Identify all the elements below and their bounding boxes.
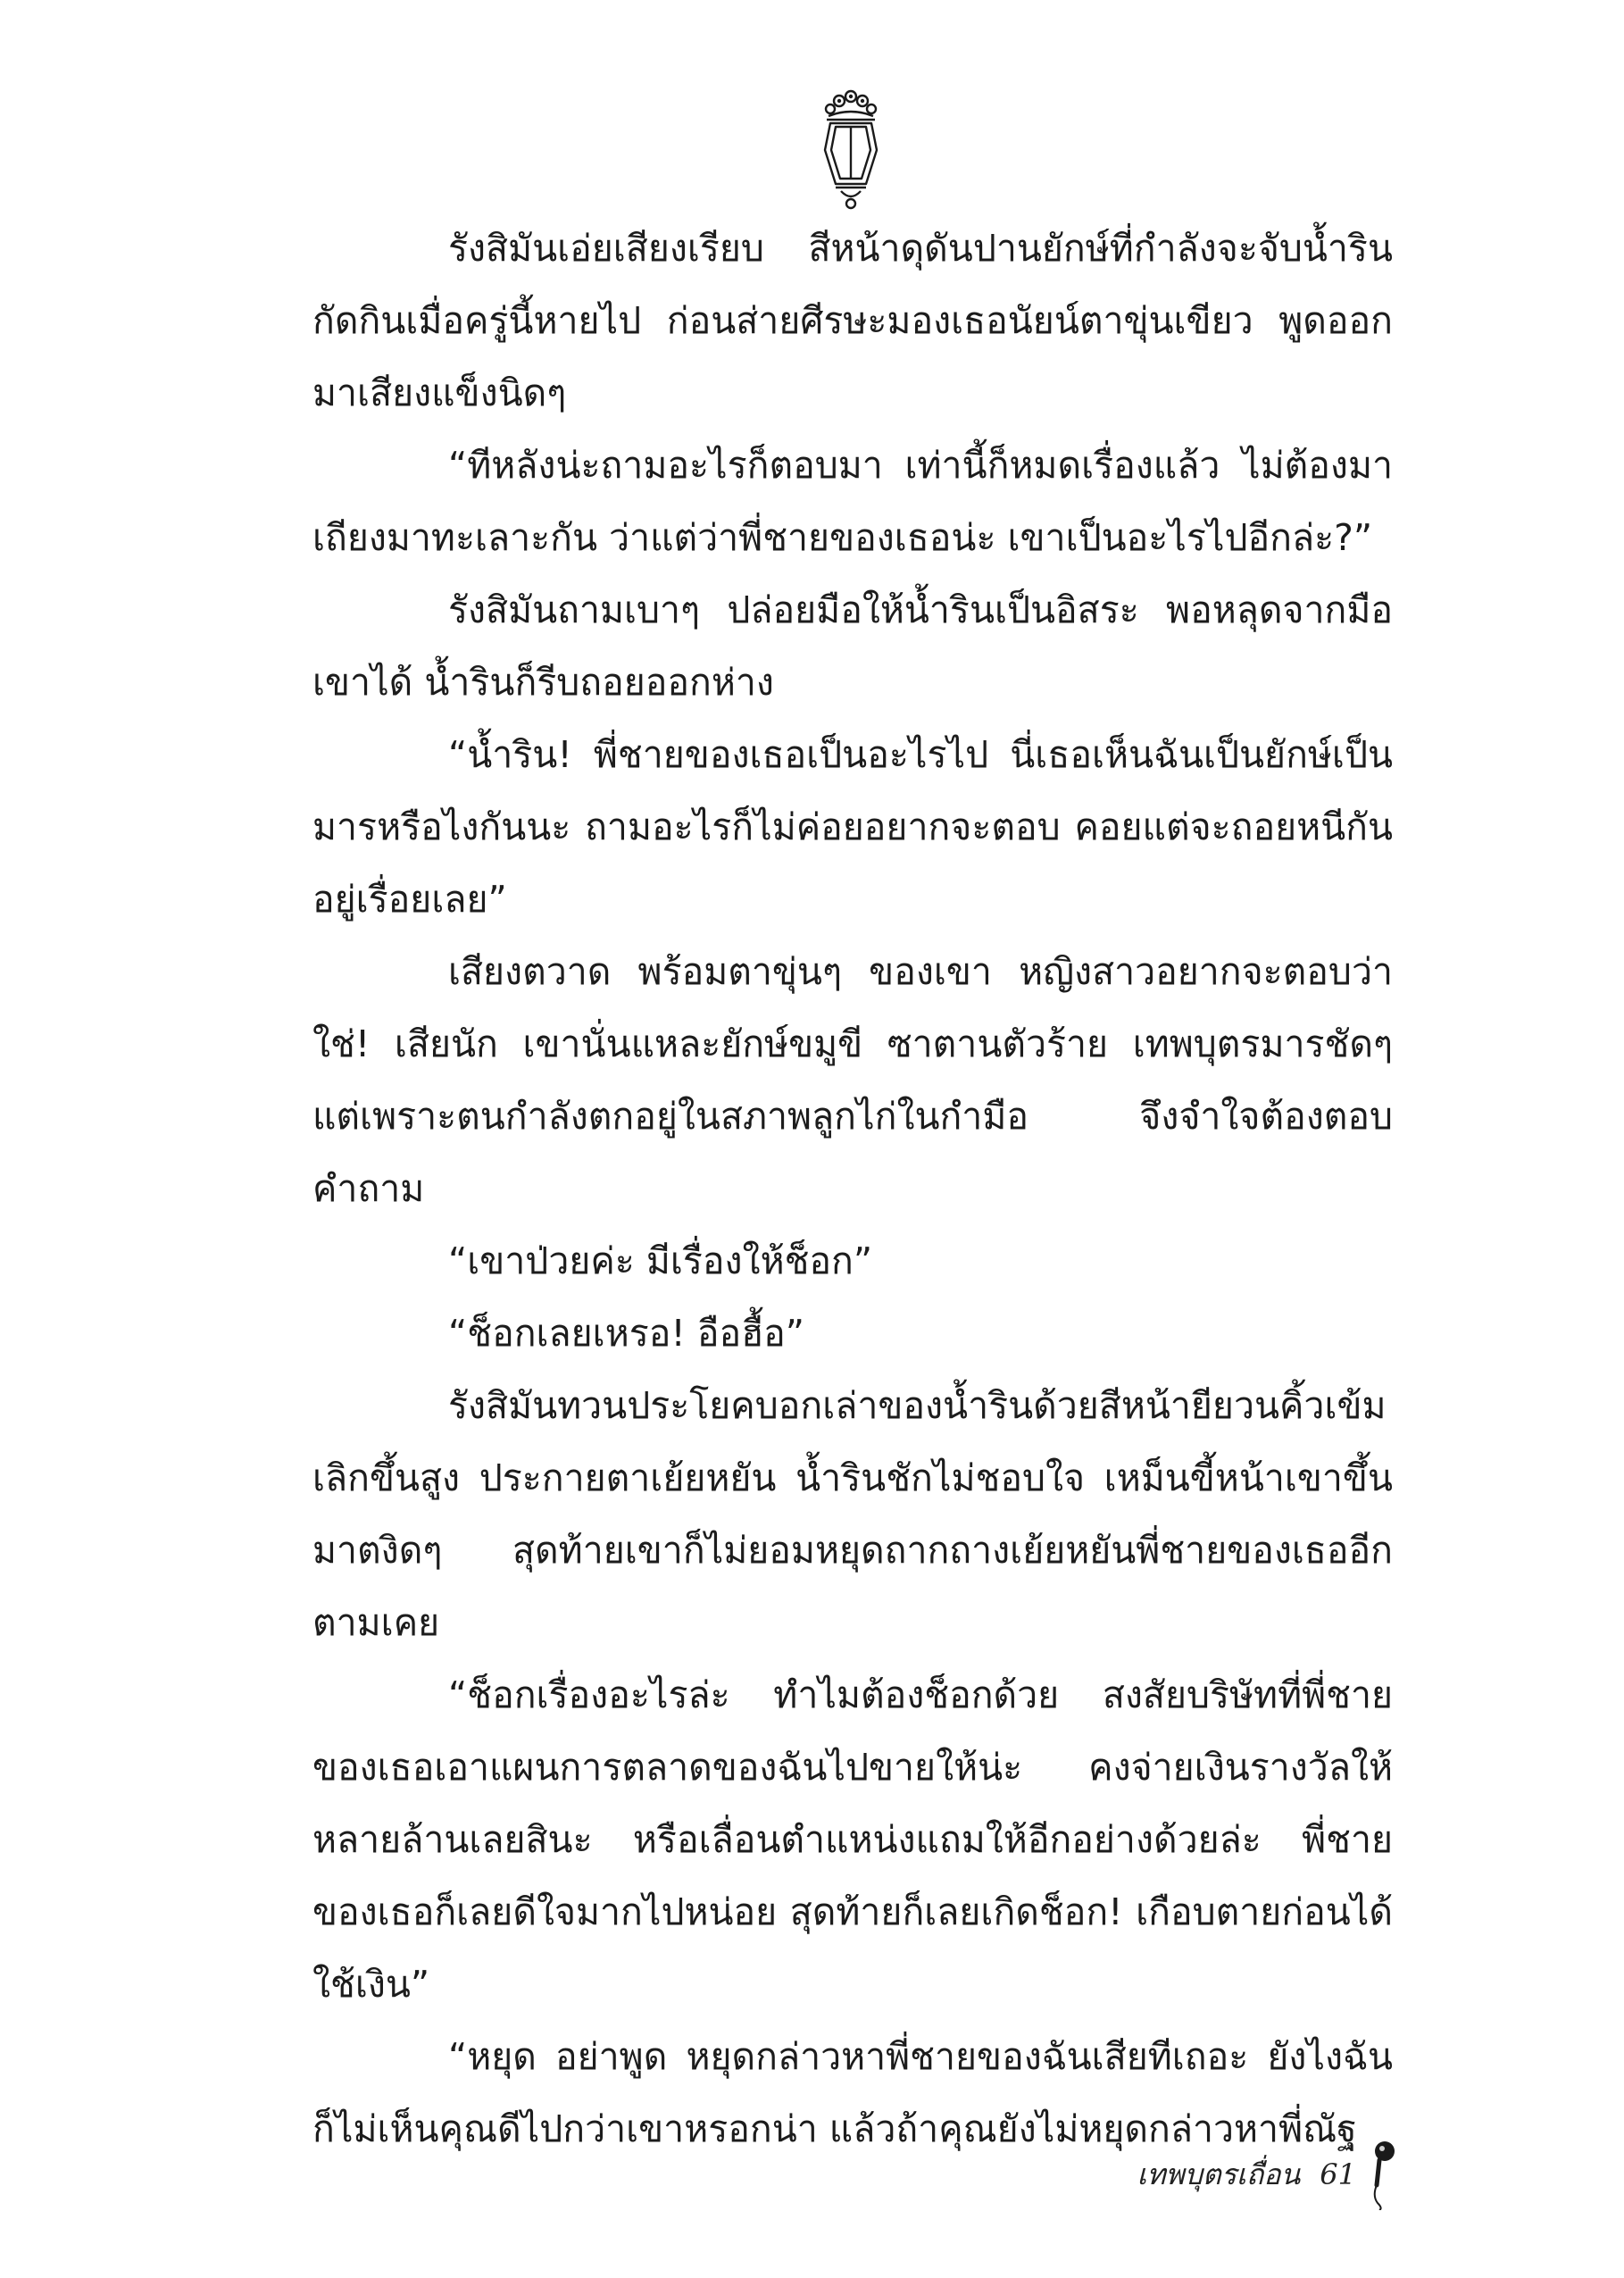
paragraph: “น้ำริน! พี่ชายของเธอเป็นอะไรไป นี่เธอเห็นฉันเป็นยักษ์เป็นมารหรือไงกันนะ ถามอะไรก็ไม่ค่อยอยากจะตอบ คอยแต่จะถอยหนีกันอยู่เรื่อยเลย” (312, 733, 1393, 921)
microphone-icon (1365, 2139, 1401, 2210)
paragraph: “ช็อกเรื่องอะไรล่ะ ทำไมต้องช็อกด้วย สงสัยบริษัทที่พี่ชายของเธอเอาแผนการตลาดของฉันไปขายให้น่ะ คงจ่ายเงินรางวัลให้หลายล้านเลยสินะ หรือเลื่อนตำแหน่งแถมให้อีกอย่างด้วยล่ะ พี่ชายของเธอก็เลยดีใจมากไปหน่อย สุดท้ายก็เลยเกิดช็อก! เกือบตายก่อนได้ใช้เงิน” (312, 1673, 1393, 2006)
page-number: 61 (1320, 2157, 1356, 2191)
paragraph: “เขาป่วยค่ะ มีเรื่องให้ช็อก” (448, 1239, 873, 1282)
paragraph: “ทีหลังน่ะถามอะไรก็ตอบมา เท่านี้ก็หมดเรื่องแล้ว ไม่ต้องมาเถียงมาทะเลาะกัน ว่าแต่ว่าพี่ชายของเธอน่ะ เขาเป็นอะไรไปอีกล่ะ?” (312, 444, 1393, 559)
paragraph: เสียงตวาด พร้อมตาขุ่นๆ ของเขา หญิงสาวอยากจะตอบว่าใช่! เสียนัก เขานั่นแหละยักษ์ขมูขี ซาตานตัวร้าย เทพบุตรมารชัดๆ แต่เพราะตนกำลังตกอยู่ในสภาพลูกไก่ในกำมือ จึงจำใจต้องตอบคำถาม (312, 950, 1393, 1210)
paragraph: “หยุด อย่าพูด หยุดกล่าวหาพี่ชายของฉันเสียทีเถอะ ยังไงฉันก็ไม่เห็นคุณดีไปกว่าเขาหรอกน่า แล้วถ้าคุณยังไม่หยุดกล่าวหาพี่ณัฐ (312, 2035, 1393, 2150)
ornate-lantern-icon (820, 88, 882, 213)
paragraph: รังสิมันถามเบาๆ ปล่อยมือให้น้ำรินเป็นอิสระ พอหลุดจากมือเขาได้ น้ำรินก็รีบถอยออกห่าง (312, 588, 1393, 704)
book-title: เทพบุตรเถื่อน (1137, 2157, 1301, 2191)
paragraph: “ช็อกเลยเหรอ! อือฮื้อ” (448, 1312, 804, 1355)
chapter-body (312, 213, 1393, 2165)
paragraph: รังสิมันทวนประโยคบอกเล่าของน้ำรินด้วยสีหน้ายียวนคิ้วเข้มเลิกขึ้นสูง ประกายตาเย้ยหยัน น้ำรินชักไม่ชอบใจ เหม็นขี้หน้าเขาขึ้นมาตงิดๆ สุดท้ายเขาก็ไม่ยอมหยุดถากถางเย้ยหยันพี่ชายของเธออีกตามเคย (312, 1384, 1393, 1644)
running-footer (1137, 2139, 1401, 2210)
paragraph: รังสิมันเอ่ยเสียงเรียบ สีหน้าดุดันปานยักษ์ที่กำลังจะจับน้ำรินกัดกินเมื่อครู่นี้หายไป ก่อนส่ายศีรษะมองเธอนัยน์ตาขุ่นเขียว พูดออกมาเสียงแข็งนิดๆ (312, 227, 1393, 414)
